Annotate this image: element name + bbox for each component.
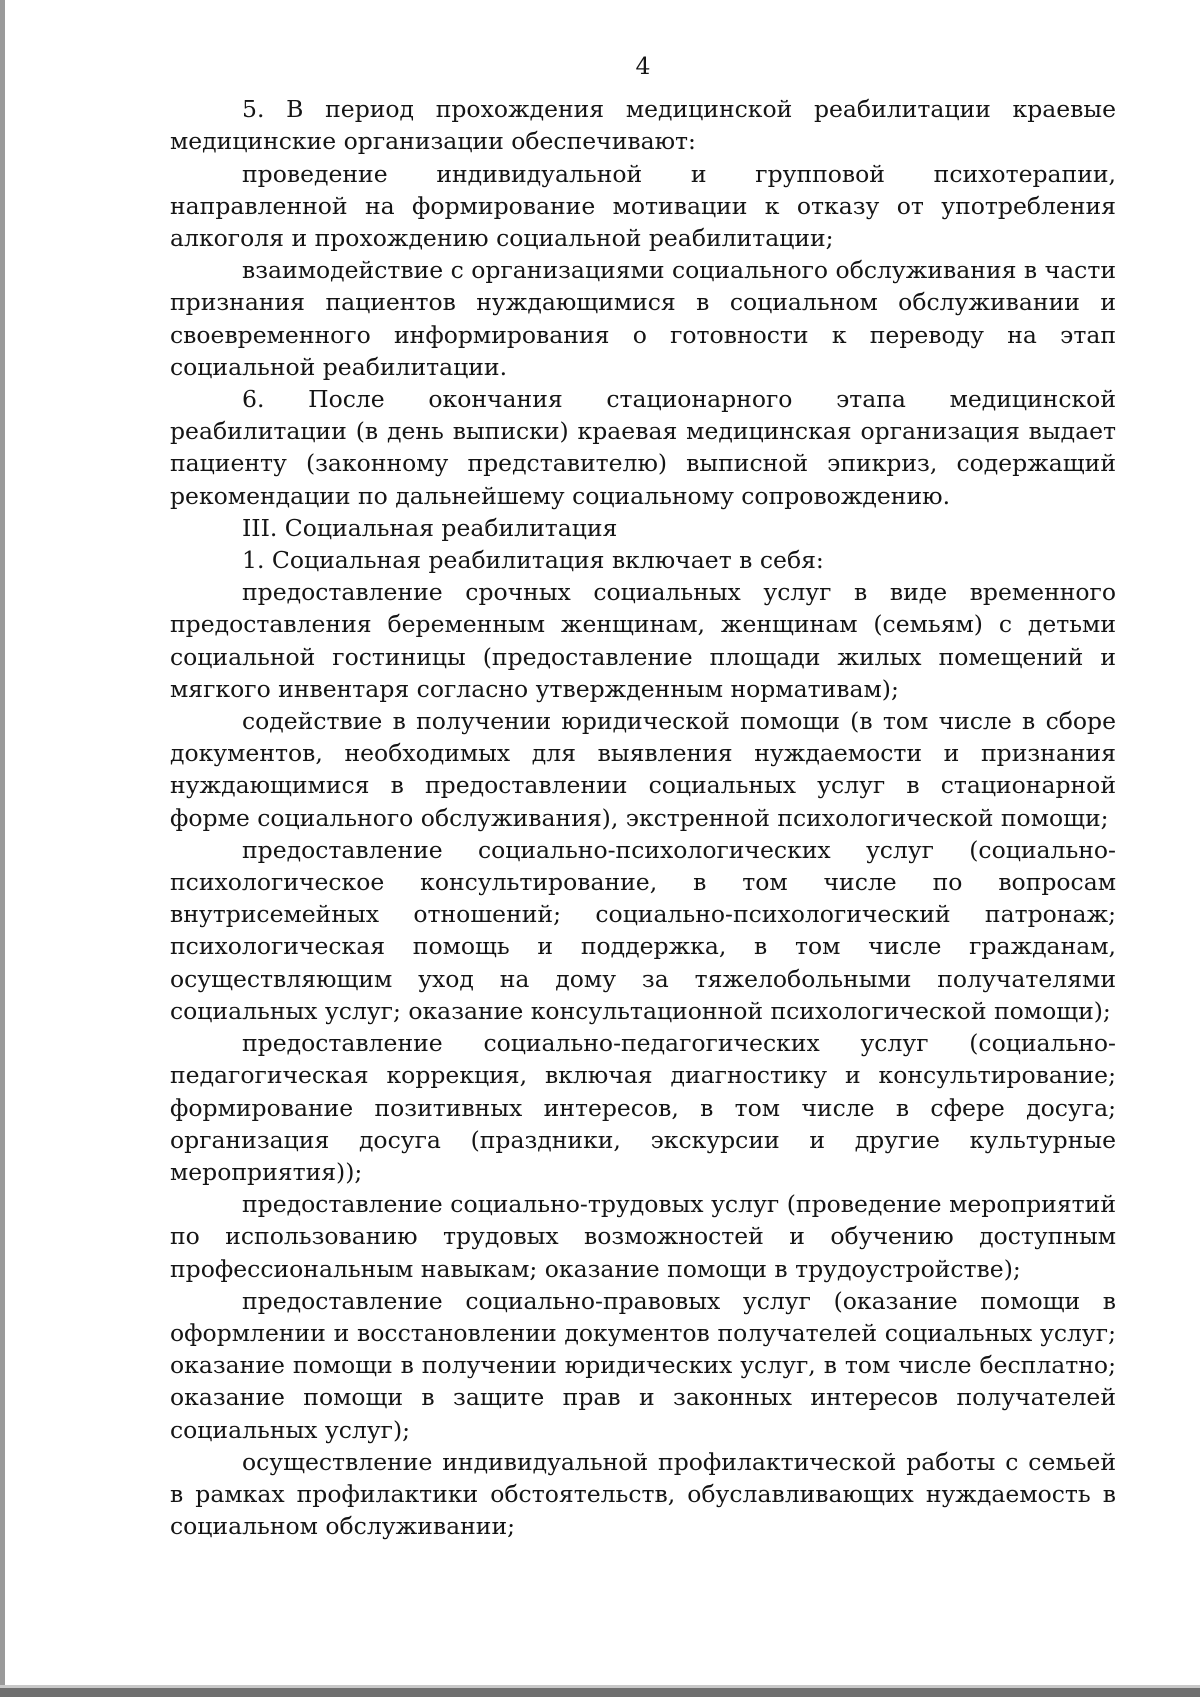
paragraph-psychological-services: предоставление социально-психологических услуг (социально-психологическое консультирование, в том числе по вопросам внутрисемейных отношений; социально-психологический патронаж; психологическая помощь и поддержка, в том числе гражданам, осуществляющим уход на дому за тяжелобольными получателями социальных услуг; оказание консультационной психологической помощи); bbox=[170, 835, 1116, 1025]
paragraph-pedagogical-services: предоставление социально-педагогических услуг (социально-педагогическая коррекция, включая диагностику и консультирование; формирование позитивных интересов, в том числе в сфере досуга; организация досуга (праздники, экскурсии и другие культурные мероприятия)); bbox=[170, 1029, 1116, 1186]
scan-edge-left bbox=[0, 0, 5, 1697]
scan-edge-bottom bbox=[0, 1688, 1200, 1697]
paragraph-social-item-1: 1. Социальная реабилитация включает в себя: bbox=[242, 546, 824, 575]
paragraph-labor-services: предоставление социально-трудовых услуг (проведение мероприятий по использованию трудовых возможностей и обучению доступным профессиональным навыкам; оказание помощи в трудоустройстве); bbox=[170, 1190, 1116, 1283]
paragraph-legal-services: предоставление социально-правовых услуг (оказание помощи в оформлении и восстановлении документов получателей социальных услуг; оказание помощи в получении юридических услуг, в том числе бесплатно; оказание помощи в защите прав и законных интересов получателей социальных услуг); bbox=[170, 1286, 1116, 1444]
paragraph-item-6: 6. После окончания стационарного этапа медицинской реабилитации (в день выписки) краевая медицинская организация выдает пациенту (законному представителю) выписной эпикриз, содержащий рекомендации по дальнейшему социальному сопровождению. bbox=[170, 385, 1116, 510]
document-page bbox=[170, 50, 1116, 1542]
paragraph-psychotherapy: проведение индивидуальной и групповой психотерапии, направленной на формирование мотивации к отказу от употребления алкоголя и прохождению социальной реабилитации; bbox=[170, 159, 1116, 253]
paragraph-item-5: 5. В период прохождения медицинской реабилитации краевые медицинские организации обеспечивают: bbox=[170, 95, 1116, 156]
paragraph-urgent-services: предоставление срочных социальных услуг в виде временного предоставления беременным женщинам, женщинам (семьям) с детьми социальной гостиницы (предоставление площади жилых помещений и мягкого инвентаря согласно утвержденным нормативам); bbox=[170, 578, 1116, 703]
paragraph-legal-assistance: содействие в получении юридической помощи (в том числе в сборе документов, необходимых для выявления нуждаемости и признания нуждающимися в предоставлении социальных услуг в стационарной форме социального обслуживания), экстренной психологической помощи; bbox=[170, 707, 1116, 832]
paragraph-prevention-work: осуществление индивидуальной профилактической работы с семьей в рамках профилактики обстоятельств, обуславливающих нуждаемость в социальном обслуживании; bbox=[170, 1447, 1116, 1541]
section-heading: III. Социальная реабилитация bbox=[242, 513, 618, 542]
paragraph-interaction: взаимодействие с организациями социального обслуживания в части признания пациентов нуждающимися в социальном обслуживании и своевременного информирования о готовности к переводу на этап социальной реабилитации. bbox=[170, 256, 1116, 381]
page-number: 4 bbox=[635, 52, 651, 80]
